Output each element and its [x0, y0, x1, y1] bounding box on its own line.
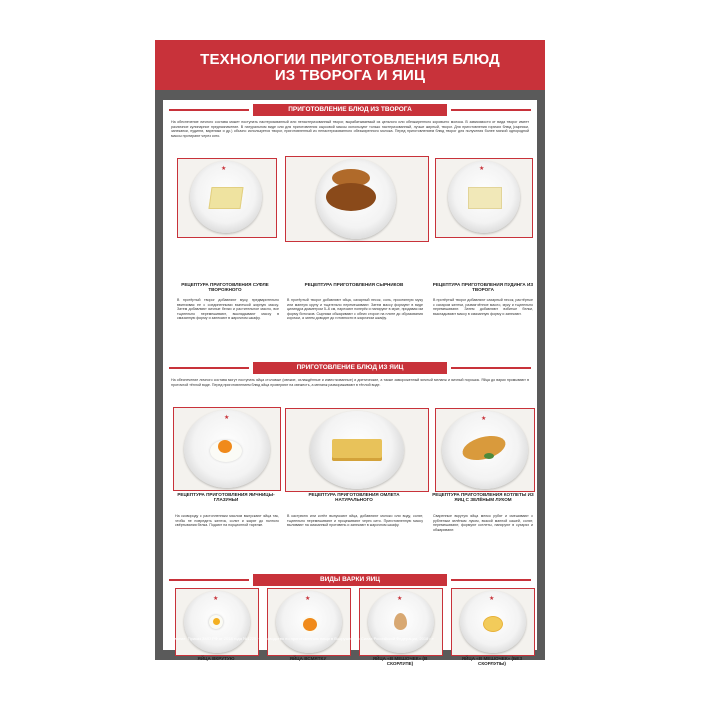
- curd-item2-text: В протёртый творог добавляют яйца, сахарный песок, соль, просеянную муку или манную крупу и тщательно перемешивают. Затем массу формуют в виде цилиндра диаметром 5–6 см, нарезают поперёк и панируют в муке, придавая им форму биточков. Сырники обжаривают с обеих сторон на плите до образования корочки, а затем доводят до готовности в жарочном шкафу.: [287, 298, 423, 321]
- star-emblem-icon: ★: [489, 596, 495, 602]
- curd-item2-title: РЕЦЕПТУРА ПРИГОТОВЛЕНИЯ СЫРНИКОВ: [304, 282, 404, 287]
- eggs-photo-fried: [173, 407, 281, 491]
- curd-item1-text: В протёртый творог добавляют муку, предварительно ввинчивая ее с соединенными выпечкой жирную массу. Затем добавляют яичные белки и растительное масло, все тщательно перемешивают, выкладывают массу в смазанную форму и запекают в жарочном шкафу.: [177, 298, 279, 321]
- star-emblem-icon: ★: [221, 166, 227, 172]
- section-banner-eggs: ПРИГОТОВЛЕНИЕ БЛЮД ИЗ ЯИЦ: [253, 362, 447, 374]
- egg-image: [301, 616, 319, 633]
- omelet-image: [332, 439, 382, 461]
- green-onion-image: [484, 453, 494, 459]
- eggs-item3-title: РЕЦЕПТУРА ПРИГОТОВЛЕНИЯ КОТЛЕТЫ ИЗ ЯИЦ С ЗЕЛЁНЫМ ЛУКОМ: [432, 492, 534, 503]
- curd-photo-souffle: [177, 158, 277, 238]
- curd-item3-title: РЕЦЕПТУРА ПРИГОТОВЛЕНИЯ ПУДИНГА ИЗ ТВОРОГА: [432, 282, 534, 293]
- curd-photo-pudding: [435, 158, 533, 238]
- poster: [155, 40, 545, 667]
- star-emblem-icon: ★: [397, 596, 403, 602]
- star-emblem-icon: ★: [305, 596, 311, 602]
- egg-image: [483, 616, 503, 632]
- section-banner-curd: ПРИГОТОВЛЕНИЕ БЛЮД ИЗ ТВОРОГА: [253, 104, 447, 116]
- eggs-item1-title: РЕЦЕПТУРА ПРИГОТОВЛЕНИЯ ЯИЧНИЦЫ-ГЛАЗУНЬИ: [177, 492, 275, 503]
- egg-shell-image: [394, 613, 407, 630]
- egg-yolk-image: [213, 618, 220, 625]
- eggs-photo-cutlet: [435, 408, 535, 492]
- curd-photo-syrniki: [285, 156, 429, 242]
- pudding-image: [468, 187, 502, 209]
- section-banner-boiling: ВИДЫ ВАРКИ ЯИЦ: [253, 574, 447, 586]
- boil-photo-hard: [175, 588, 259, 656]
- souffle-image: [208, 187, 243, 209]
- eggs-intro: На обеспечение личного состава могут поступать яйца столовые (свежие, охлаждённые и известкованные) и диетические, а также замороженный яичный меланж и яичный порошок. Яйца до варки промывают в проточной тёплой воде. Перед приготовлением блюд яйца проверяют на свежесть, а меланж размораживают в тёплой воде.: [171, 378, 529, 387]
- eggs-item2-text: В кастрюлю или котёл выпускают яйца, добавляют молоко или воду, солят, тщательно перемешивают и процеживают через сито. Приготовленную массу выливают на смазанный противень и запекают в жарочном шкафу.: [287, 514, 423, 528]
- boil-item1-title: ЯЙЦА ВКРУТУЮ: [197, 656, 235, 661]
- poster-header: [155, 40, 545, 90]
- star-emblem-icon: ★: [479, 166, 485, 172]
- eggs-photo-omelet: [285, 408, 429, 492]
- star-emblem-icon: ★: [481, 416, 487, 422]
- poster-content: [163, 100, 537, 667]
- eggs-item3-text: Сваренные вкрутую яйца мелко рубят и смешивают с рубленым зелёным луком, вязкой манной кашей, солят, перемешивают, формуют котлеты, панируют в сухарях и обжаривают.: [433, 514, 533, 532]
- boil-item4-title: ЯЙЦА «В МЕШОЧЕК» (БЕЗ СКОРЛУПЫ): [461, 656, 523, 667]
- eggs-item2-title: РЕЦЕПТУРА ПРИГОТОВЛЕНИЯ ОМЛЕТА НАТУРАЛЬНОГО: [308, 492, 400, 503]
- eggs-item1-text: На сковороду с растопленным маслом выпускают яйца так, чтобы не повредить желток, солят и жарят до полного свёртывания белка. Подают на порционной тарелке.: [175, 514, 279, 528]
- star-emblem-icon: ★: [213, 596, 219, 602]
- poster-title-line2: ИЗ ТВОРОГА И ЯИЦ: [274, 67, 426, 84]
- boil-item3-title: ЯЙЦА «В МЕШОЧЕК» (В СКОРЛУПЕ): [372, 656, 428, 667]
- star-emblem-icon: ★: [224, 415, 230, 421]
- boil-item2-title: ЯЙЦА ВСМЯТКУ: [289, 656, 327, 661]
- syrnik-image: [326, 183, 376, 211]
- curd-item1-title: РЕЦЕПТУРА ПРИГОТОВЛЕНИЯ СУФЛЕ ТВОРОЖНОГО: [181, 282, 269, 293]
- curd-item3-text: В протёртый творог добавляют сахарный песок, растёртые с сахаром желтки, размягчённое масло, муку и тщательно перемешивают. Затем добавляют взбитые белки, выкладывают массу в смазанную форму и запекают.: [433, 298, 533, 316]
- poster-footer: Основание: Приказ ЗМО РФ от 2018 года №1225, «Руководство по приготовлению пищи в Вооруженных Силах Российской Федерации, 2018 г.»: [165, 636, 434, 641]
- boil-photo-pouch-noshell: [451, 588, 535, 656]
- curd-intro: На обеспечение личного состава может поступать пастеризованный или непастеризованный творог, вырабатываемый из цельного или обезжиренного коровьего молока. В зависимости от вида творог имеет различное кулинарное предназначение. В натуральном виде или для приготовления сырковой массы используют только пастеризованный, лучше жирный, творог. Для приготовления горячих блюд (сырники, запеканки, пудинги, вареники и др.) обычно используется творог, приготовленный из непастеризованного обезжиренного молока. Перед приготовлением блюд творог для получения более мягкой однородной массы протирают через сито.: [171, 120, 529, 138]
- poster-title-line1: ТЕХНОЛОГИИ ПРИГОТОВЛЕНИЯ БЛЮД: [200, 51, 500, 68]
- egg-yolk-image: [218, 440, 232, 453]
- boil-photo-pouch-shell: [359, 588, 443, 656]
- boil-photo-soft: [267, 588, 351, 656]
